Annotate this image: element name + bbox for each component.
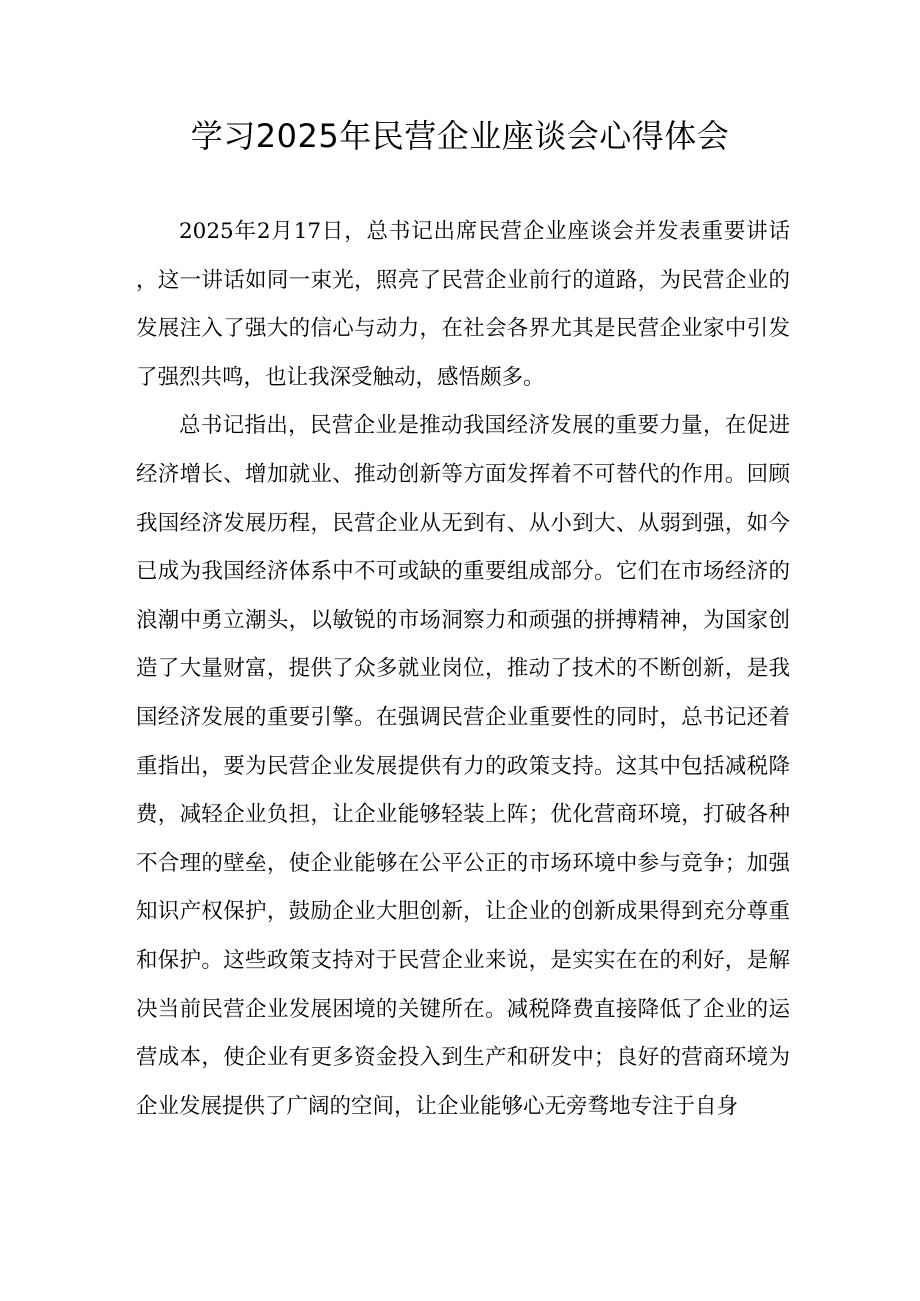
- document-body: [136, 208, 790, 1131]
- paragraph-1: 2025年2月17日，总书记出席民营企业座谈会并发表重要讲话，这一讲话如同一束光，照亮了民营企业前行的道路，为民营企业的发展注入了强大的信心与动力，在社会各界尤其是民营企业家中引发了强烈共鸣，也让我深受触动，感悟颇多。: [136, 219, 790, 390]
- paragraph-2: 总书记指出，民营企业是推动我国经济发展的重要力量，在促进经济增长、增加就业、推动创新等方面发挥着不可替代的作用。回顾我国经济发展历程，民营企业从无到有、从小到大、从弱到强，如今已成为我国经济体系中不可或缺的重要组成部分。它们在市场经济的浪潮中勇立潮头，以敏锐的市场洞察力和顽强的拼搏精神，为国家创造了大量财富，提供了众多就业岗位，推动了技术的不断创新，是我国经济发展的重要引擎。在强调民营企业重要性的同时，总书记还着重指出，要为民营企业发展提供有力的政策支持。这其中包括减税降费，减轻企业负担，让企业能够轻装上阵；优化营商环境，打破各种不合理的壁垒，使企业能够在公平公正的市场环境中参与竞争；加强知识产权保护，鼓励企业大胆创新，让企业的创新成果得到充分尊重和保护。这些政策支持对于民营企业来说，是实实在在的利好，是解决当前民营企业发展困境的关键所在。减税降费直接降低了企业的运营成本，使企业有更多资金投入到生产和研发中；良好的营商环境为企业发展提供了广阔的空间，让企业能够心无旁骛地专注于自身: [136, 413, 790, 1119]
- document-title: 学习2025年民营企业座谈会心得体会: [190, 117, 730, 155]
